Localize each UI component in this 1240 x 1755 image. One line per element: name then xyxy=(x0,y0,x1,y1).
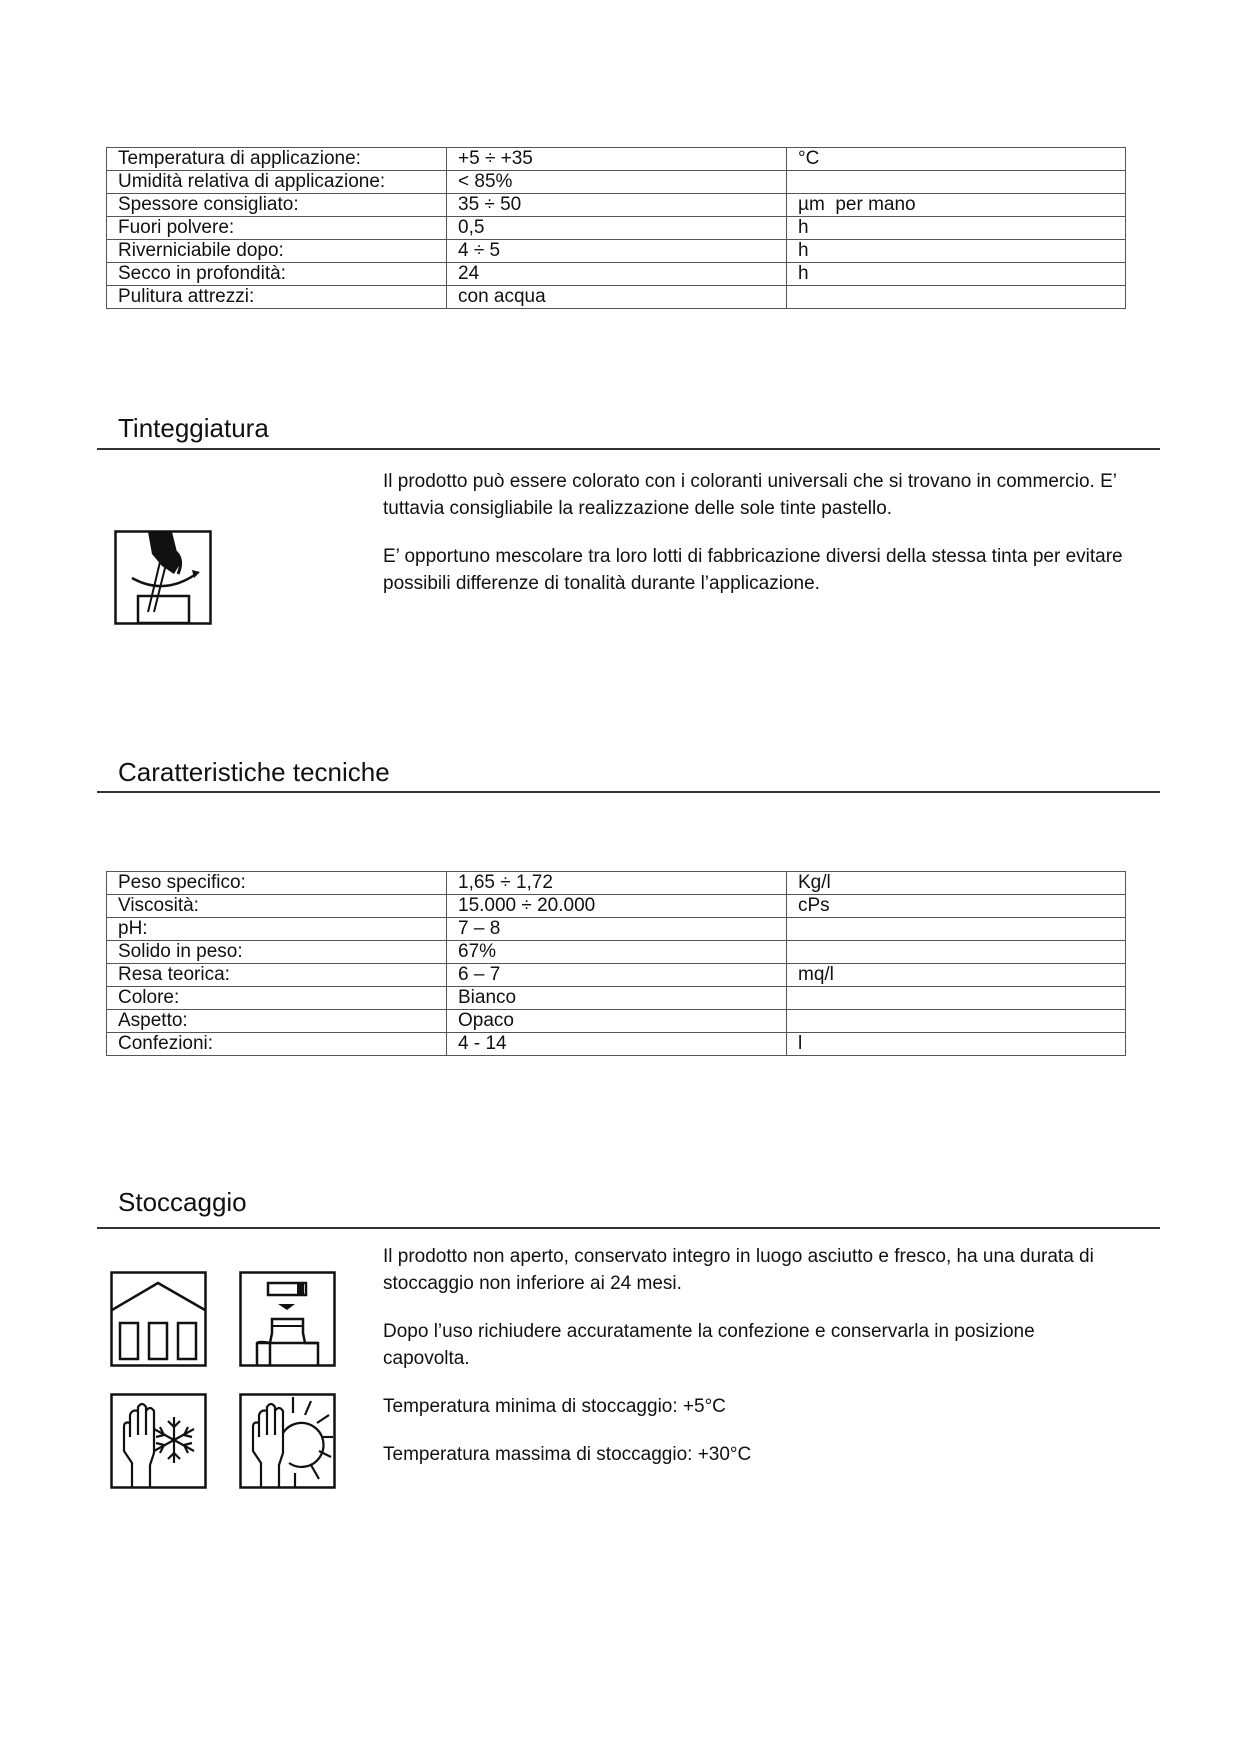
table-row xyxy=(107,148,1126,171)
property-value: 7 – 8 xyxy=(447,918,787,941)
property-value: < 85% xyxy=(447,171,787,194)
property-label: pH: xyxy=(107,918,447,941)
property-label: Fuori polvere: xyxy=(107,217,447,240)
property-unit xyxy=(787,171,1126,194)
property-unit: mq/l xyxy=(787,964,1126,987)
table-row xyxy=(107,263,1126,286)
property-label: Riverniciabile dopo: xyxy=(107,240,447,263)
table-row xyxy=(107,872,1126,895)
property-label: Spessore consigliato: xyxy=(107,194,447,217)
property-value: 67% xyxy=(447,941,787,964)
property-label: Colore: xyxy=(107,987,447,1010)
property-unit: h xyxy=(787,240,1126,263)
table-row xyxy=(107,964,1126,987)
property-unit xyxy=(787,286,1126,309)
technical-characteristics-table xyxy=(106,871,1126,1056)
section-divider xyxy=(97,1227,1160,1229)
property-label: Secco in profondità: xyxy=(107,263,447,286)
section-title-tinting: Tinteggiatura xyxy=(118,413,269,443)
property-value: 15.000 ÷ 20.000 xyxy=(447,895,787,918)
property-unit: h xyxy=(787,217,1126,240)
table-row xyxy=(107,918,1126,941)
property-value: 6 – 7 xyxy=(447,964,787,987)
property-value: +5 ÷ +35 xyxy=(447,148,787,171)
protect-from-heat-icon xyxy=(239,1393,336,1489)
property-label: Solido in peso: xyxy=(107,941,447,964)
table-row xyxy=(107,217,1126,240)
property-unit: Kg/l xyxy=(787,872,1126,895)
close-container-icon xyxy=(239,1271,336,1367)
mixing-stir-icon xyxy=(114,530,212,625)
max-storage-temperature: Temperatura massima di stoccaggio: +30°C xyxy=(383,1444,752,1465)
property-label: Pulitura attrezzi: xyxy=(107,286,447,309)
property-label: Umidità relativa di applicazione: xyxy=(107,171,447,194)
storage-description xyxy=(383,1243,1123,1489)
table-row xyxy=(107,895,1126,918)
property-unit: °C xyxy=(787,148,1126,171)
application-conditions-table xyxy=(106,147,1126,309)
paragraph: Dopo l’uso richiudere accuratamente la confezione e conservarla in posizione capovolta. xyxy=(383,1321,1035,1369)
property-label: Aspetto: xyxy=(107,1010,447,1033)
property-value: 1,65 ÷ 1,72 xyxy=(447,872,787,895)
property-label: Confezioni: xyxy=(107,1033,447,1056)
paragraph: E’ opportuno mescolare tra loro lotti di fabbricazione diversi della stessa tinta per evitare possibili differenze di tonalità durante l’applicazione. xyxy=(383,546,1123,594)
table-row xyxy=(107,1010,1126,1033)
property-unit: µm per mano xyxy=(787,194,1126,217)
property-value: 24 xyxy=(447,263,787,286)
property-label: Peso specifico: xyxy=(107,872,447,895)
table-row xyxy=(107,171,1126,194)
table-row xyxy=(107,194,1126,217)
property-unit xyxy=(787,941,1126,964)
table-row xyxy=(107,1033,1126,1056)
paragraph: Il prodotto può essere colorato con i coloranti universali che si trovano in commercio. E’ tuttavia consigliabile la realizzazione delle sole tinte pastello. xyxy=(383,471,1117,519)
property-value: 0,5 xyxy=(447,217,787,240)
property-label: Viscosità: xyxy=(107,895,447,918)
table-row xyxy=(107,286,1126,309)
property-value: con acqua xyxy=(447,286,787,309)
tinting-description xyxy=(383,468,1123,618)
property-label: Temperatura di applicazione: xyxy=(107,148,447,171)
paragraph: Il prodotto non aperto, conservato integro in luogo asciutto e fresco, ha una durata di stoccaggio non inferiore ai 24 mesi. xyxy=(383,1246,1094,1294)
protect-from-frost-icon xyxy=(110,1393,207,1489)
property-value: Bianco xyxy=(447,987,787,1010)
property-value: 4 - 14 xyxy=(447,1033,787,1056)
property-value: 4 ÷ 5 xyxy=(447,240,787,263)
property-unit xyxy=(787,987,1126,1010)
table-row xyxy=(107,941,1126,964)
property-label: Resa teorica: xyxy=(107,964,447,987)
indoor-storage-icon xyxy=(110,1271,207,1367)
property-unit: l xyxy=(787,1033,1126,1056)
property-unit xyxy=(787,918,1126,941)
table-row xyxy=(107,987,1126,1010)
section-divider xyxy=(97,448,1160,450)
property-unit: cPs xyxy=(787,895,1126,918)
section-title-technical: Caratteristiche tecniche xyxy=(118,757,390,787)
section-divider xyxy=(97,791,1160,793)
property-unit xyxy=(787,1010,1126,1033)
property-value: Opaco xyxy=(447,1010,787,1033)
min-storage-temperature: Temperatura minima di stoccaggio: +5°C xyxy=(383,1396,726,1417)
table-row xyxy=(107,240,1126,263)
section-title-storage: Stoccaggio xyxy=(118,1187,247,1217)
property-unit: h xyxy=(787,263,1126,286)
property-value: 35 ÷ 50 xyxy=(447,194,787,217)
